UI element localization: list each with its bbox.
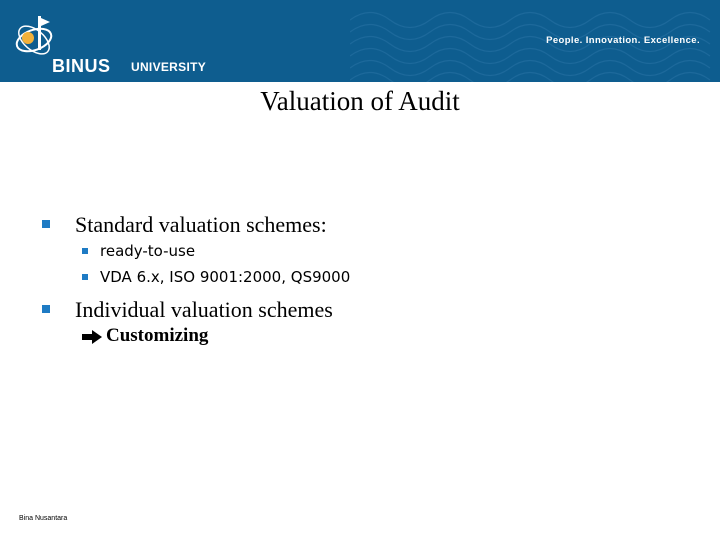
logo-university-text: UNIVERSITY xyxy=(131,60,207,74)
customizing-text: Customizing xyxy=(106,325,209,346)
footer-text: Bina Nusantara xyxy=(19,515,68,522)
sub-bullet-standards: VDA 6.x, ISO 9001:2000, QS9000 xyxy=(100,268,351,286)
sub-bullet-square-icon xyxy=(82,248,88,254)
bullet-standard-schemes: Standard valuation schemes: xyxy=(75,212,327,237)
header-band xyxy=(0,0,720,82)
slide-title: Valuation of Audit xyxy=(260,86,460,116)
bullet-square-icon xyxy=(42,220,50,228)
binus-logo xyxy=(14,10,224,76)
bullet-square-icon xyxy=(42,305,50,313)
logo-binus-text: BINUS xyxy=(52,56,111,76)
sub-bullet-square-icon xyxy=(82,274,88,280)
right-arrow-icon xyxy=(82,330,102,344)
sub-bullet-ready-to-use: ready-to-use xyxy=(100,242,196,260)
bullet-individual-schemes: Individual valuation schemes xyxy=(75,297,333,322)
customizing-line xyxy=(82,326,208,345)
tagline: People. Innovation. Excellence. xyxy=(546,35,700,46)
